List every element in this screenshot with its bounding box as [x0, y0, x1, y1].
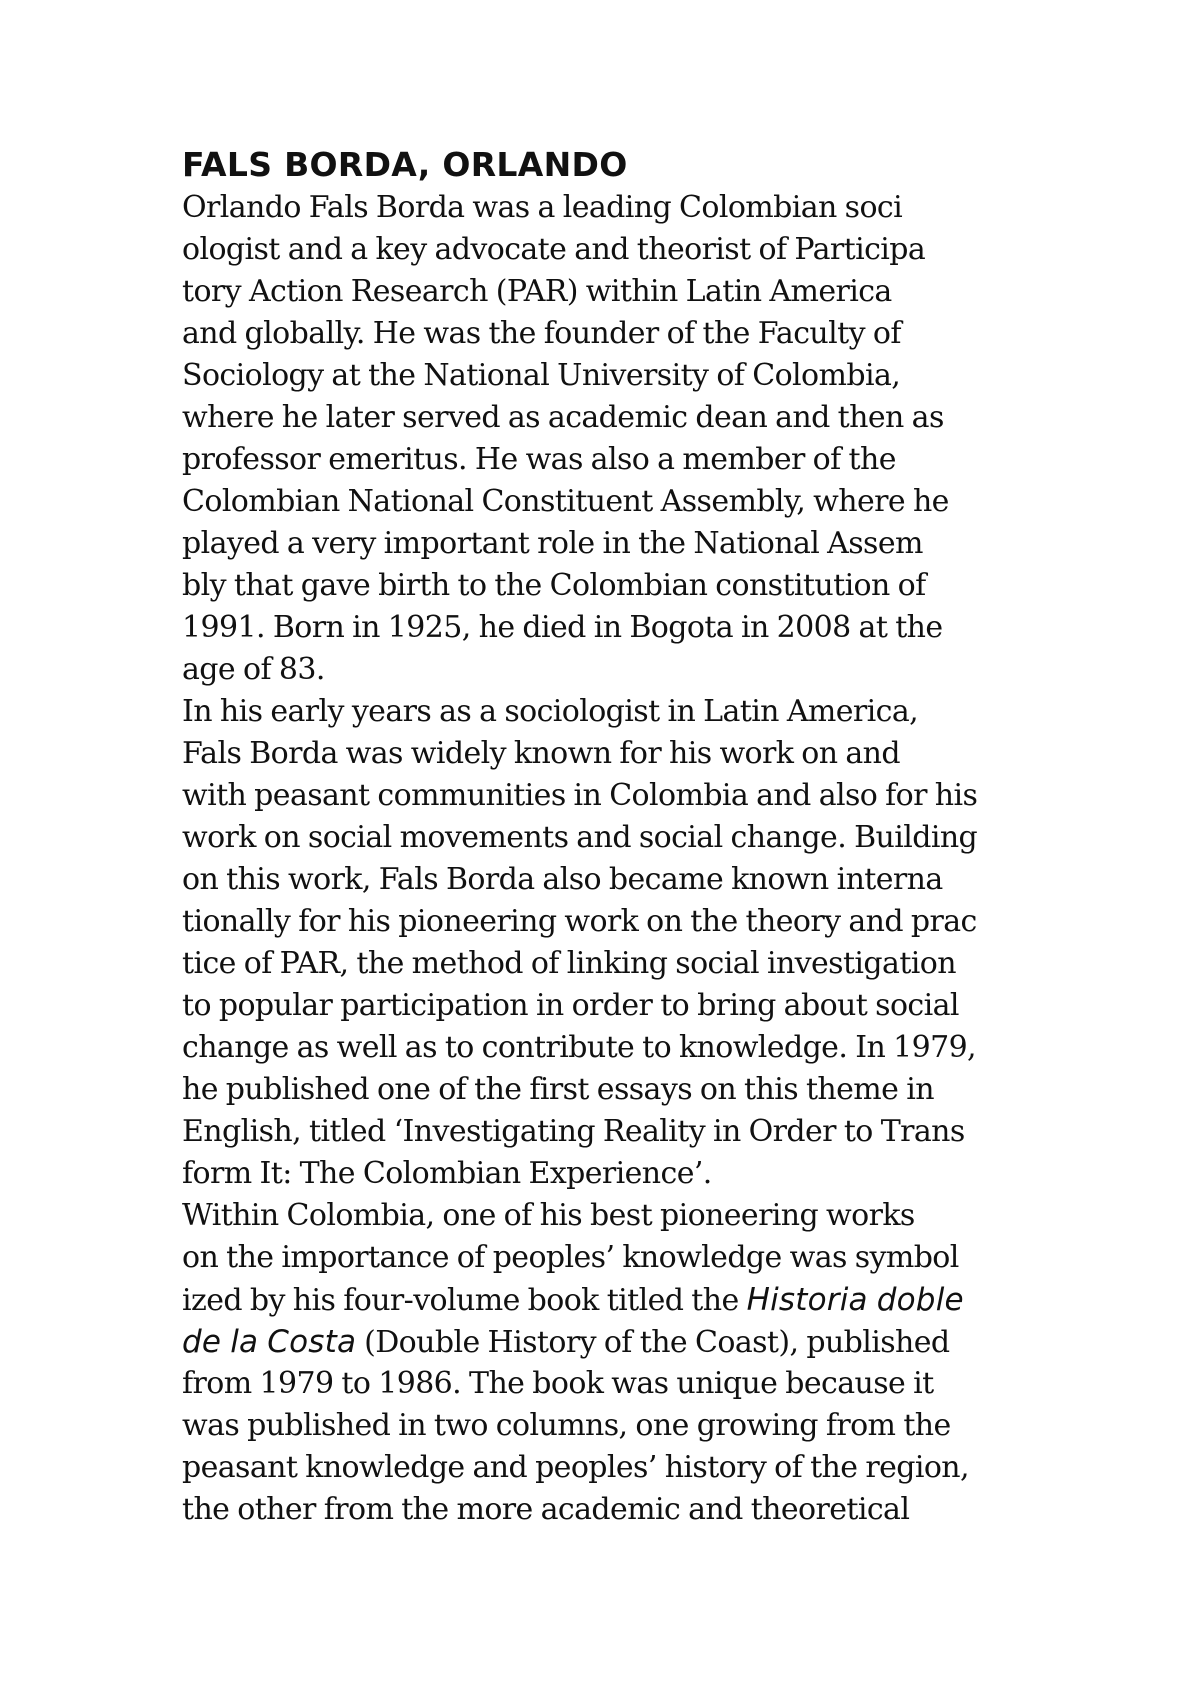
text-line: tionally for his pioneering work on the theory and prac	[182, 904, 977, 939]
text-line: played a very important role in the National Assem	[182, 526, 923, 561]
text-line: bly that gave birth to the Colombian constitution of	[182, 568, 926, 603]
text-line: ologist and a key advocate and theorist of Participa	[182, 232, 926, 267]
book-title-italic: de la Costa	[182, 1324, 357, 1360]
text-line: and globally. He was the founder of the Faculty of	[182, 316, 901, 351]
text-line: peasant knowledge and peoples’ history of the region,	[182, 1450, 969, 1485]
entry-body	[182, 187, 1062, 1531]
text-line: age of 83.	[182, 652, 325, 687]
text-line: the other from the more academic and theoretical	[182, 1492, 910, 1527]
text-line: Sociology at the National University of Colombia,	[182, 358, 901, 393]
text-line: to popular participation in order to bring about social	[182, 988, 959, 1023]
text-line: Fals Borda was widely known for his work on and	[182, 736, 900, 771]
text-line: 1991. Born in 1925, he died in Bogota in 2008 at the	[182, 610, 943, 645]
text-line: tory Action Research (PAR) within Latin America	[182, 274, 892, 309]
text-line: Orlando Fals Borda was a leading Colombian soci	[182, 190, 903, 225]
text-line-with-title	[182, 1321, 1062, 1363]
text-line: where he later served as academic dean and then as	[182, 400, 944, 435]
text-line: he published one of the first essays on this theme in	[182, 1072, 934, 1107]
text-line: with peasant communities in Colombia and also for his	[182, 778, 978, 813]
text-line: on this work, Fals Borda also became known interna	[182, 862, 943, 897]
text-span: (Double History of the Coast), published	[356, 1325, 950, 1360]
text-line: English, titled ‘Investigating Reality in Order to Trans	[182, 1114, 965, 1149]
entry-heading: FALS BORDA, ORLANDO	[182, 145, 628, 184]
encyclopedia-entry	[182, 143, 1062, 1531]
text-line: In his early years as a sociologist in Latin America,	[182, 694, 919, 729]
text-line: from 1979 to 1986. The book was unique because it	[182, 1366, 934, 1401]
text-line: change as well as to contribute to knowledge. In 1979,	[182, 1030, 976, 1065]
text-line: tice of PAR, the method of linking social investigation	[182, 946, 956, 981]
text-line: work on social movements and social change. Building	[182, 820, 978, 855]
text-span: ized by his four-volume book titled the	[182, 1283, 747, 1318]
text-line: form It: The Colombian Experience’.	[182, 1156, 712, 1191]
book-title-italic: Historia doble	[746, 1282, 964, 1318]
text-line: was published in two columns, one growing from the	[182, 1408, 951, 1443]
text-line: on the importance of peoples’ knowledge was symbol	[182, 1240, 959, 1275]
text-line: Colombian National Constituent Assembly, where he	[182, 484, 949, 519]
text-line: professor emeritus. He was also a member of the	[182, 442, 896, 477]
text-line: Within Colombia, one of his best pioneering works	[182, 1198, 915, 1233]
text-line-with-title	[182, 1279, 1062, 1321]
